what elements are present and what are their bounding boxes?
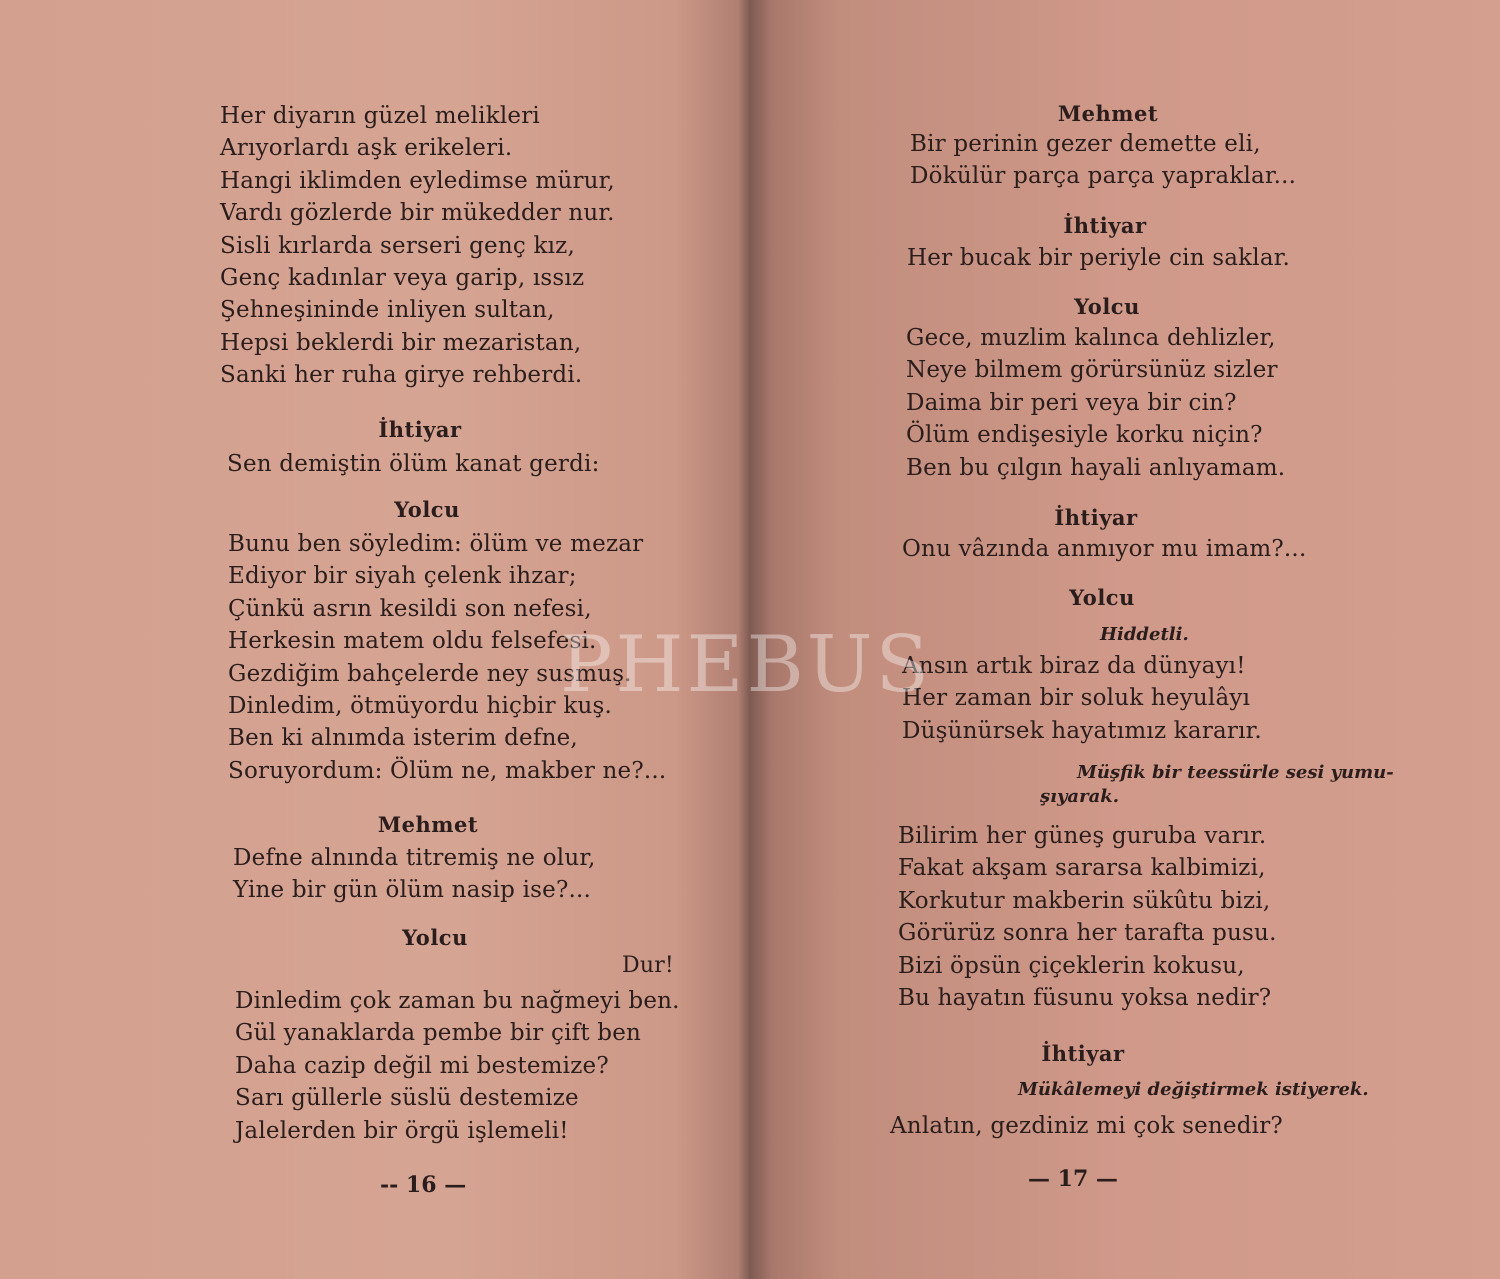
verse-line: Gül yanaklarda pembe bir çift ben	[235, 1020, 642, 1047]
verse-line: Gece, muzlim kalınca dehlizler,	[906, 325, 1276, 351]
verse-line: Bir perinin gezer demette eli,	[910, 131, 1261, 157]
stage-direction: Müşfik bir teessürle sesi yumu-	[1077, 762, 1394, 783]
verse-line: Onu vâzında anmıyor mu imam?...	[902, 536, 1307, 562]
right-stanza-1	[910, 128, 1296, 193]
verse-line: Ansın artık biraz da dünyayı!	[902, 653, 1246, 679]
right-stanza-3	[906, 322, 1285, 484]
verse-line: Ben bu çılgın hayali anlıyamam.	[906, 454, 1286, 481]
verse-line: Korkutur makberin sükûtu bizi,	[898, 887, 1271, 914]
right-stanza-4	[902, 533, 1306, 565]
right-stanza-2	[907, 242, 1290, 274]
stage-direction: Dur!	[622, 953, 674, 978]
verse-line: Çünkü asrın kesildi son nefesi,	[228, 595, 592, 622]
verse-line: Dinledim, ötmüyordu hiçbir kuş.	[228, 693, 612, 720]
right-stanza-5	[902, 650, 1262, 747]
speaker-name: Yolcu	[1069, 585, 1135, 610]
verse-line: Bunu ben söyledim: ölüm ve mezar	[228, 531, 644, 557]
speaker-name: Mehmet	[377, 812, 479, 837]
verse-line: Görürüz sonra her tarafta pusu.	[898, 920, 1277, 947]
speaker-name: Yolcu	[402, 925, 468, 950]
stage-direction: şıyarak.	[1040, 786, 1119, 807]
verse-line: Genç kadınlar veya garip, ıssız	[220, 265, 585, 292]
verse-line: Soruyordum: Ölüm ne, makber ne?...	[228, 757, 667, 784]
verse-line: Herkesin matem oldu felsefesi.	[228, 628, 597, 655]
verse-line: Neye bilmem görürsünüz sizler	[906, 357, 1278, 384]
verse-line: Her bucak bir periyle cin saklar.	[907, 245, 1290, 271]
verse-line: Hangi iklimden eyledimse mürur,	[220, 167, 615, 194]
left-stanza-4	[233, 842, 596, 907]
verse-line: Fakat akşam sararsa kalbimizi,	[898, 855, 1266, 882]
verse-line: Her zaman bir soluk heyulâyı	[902, 685, 1251, 712]
verse-line: Her diyarın güzel melikleri	[220, 103, 540, 129]
left-stanza-2	[227, 448, 600, 480]
verse-line: Ben ki alnımda isterim defne,	[228, 725, 578, 752]
speaker-name: Yolcu	[1074, 294, 1140, 319]
left-stanza-1	[220, 100, 615, 392]
verse-line: Dökülür parça parça yapraklar...	[910, 163, 1297, 190]
verse-line: Şehneşininde inliyen sultan,	[220, 297, 555, 324]
verse-line: Anlatın, gezdiniz mi çok senedir?	[890, 1113, 1283, 1139]
verse-line: Daha cazip değil mi bestemize?	[235, 1052, 609, 1079]
verse-line: Sarı güllerle süslü destemize	[235, 1085, 579, 1112]
verse-line: Sen demiştin ölüm kanat gerdi:	[227, 451, 600, 477]
watermark: PHEBUS	[560, 620, 932, 710]
speaker-name: Yolcu	[394, 497, 460, 522]
verse-line: Dinledim çok zaman bu nağmeyi ben.	[235, 988, 680, 1014]
speaker-name: İhtiyar	[378, 417, 462, 442]
verse-line: Ediyor bir siyah çelenk ihzar;	[228, 563, 577, 590]
verse-line: Bizi öpsün çiçeklerin kokusu,	[898, 952, 1245, 979]
verse-line: Hepsi beklerdi bir mezaristan,	[220, 329, 582, 356]
verse-line: Yine bir gün ölüm nasip ise?...	[233, 877, 592, 904]
left-stanza-5	[235, 985, 680, 1147]
verse-line: Defne alnında titremiş ne olur,	[233, 845, 596, 871]
verse-line: Bilirim her güneş guruba varır.	[898, 823, 1267, 849]
speaker-name: İhtiyar	[1063, 213, 1147, 238]
page-number: -- 16 —	[380, 1172, 467, 1198]
speaker-name: İhtiyar	[1054, 505, 1138, 530]
stage-direction: Mükâlemeyi değiştirmek istiyerek.	[1018, 1079, 1369, 1100]
right-stanza-7	[890, 1110, 1283, 1142]
verse-line: Arıyorlardı aşk erikeleri.	[220, 135, 513, 162]
verse-line: Ölüm endişesiyle korku niçin?	[906, 422, 1263, 449]
speaker-name: İhtiyar	[1041, 1041, 1125, 1066]
right-stanza-6	[898, 820, 1277, 1014]
verse-line: Gezdiğim bahçelerde ney susmuş.	[228, 660, 632, 687]
verse-line: Jalelerden bir örgü işlemeli!	[235, 1117, 569, 1144]
speaker-name: Mehmet	[1057, 101, 1159, 126]
verse-line: Vardı gözlerde bir mükedder nur.	[220, 200, 615, 227]
verse-line: Daima bir peri veya bir cin?	[906, 389, 1237, 416]
verse-line: Düşünürsek hayatımız kararır.	[902, 717, 1262, 744]
verse-line: Bu hayatın füsunu yoksa nedir?	[898, 985, 1272, 1012]
verse-line: Sisli kırlarda serseri genç kız,	[220, 232, 575, 259]
stage-direction: Hiddetli.	[1100, 624, 1189, 645]
page-number: — 17 —	[1028, 1166, 1118, 1192]
verse-line: Sanki her ruha girye rehberdi.	[220, 362, 583, 389]
